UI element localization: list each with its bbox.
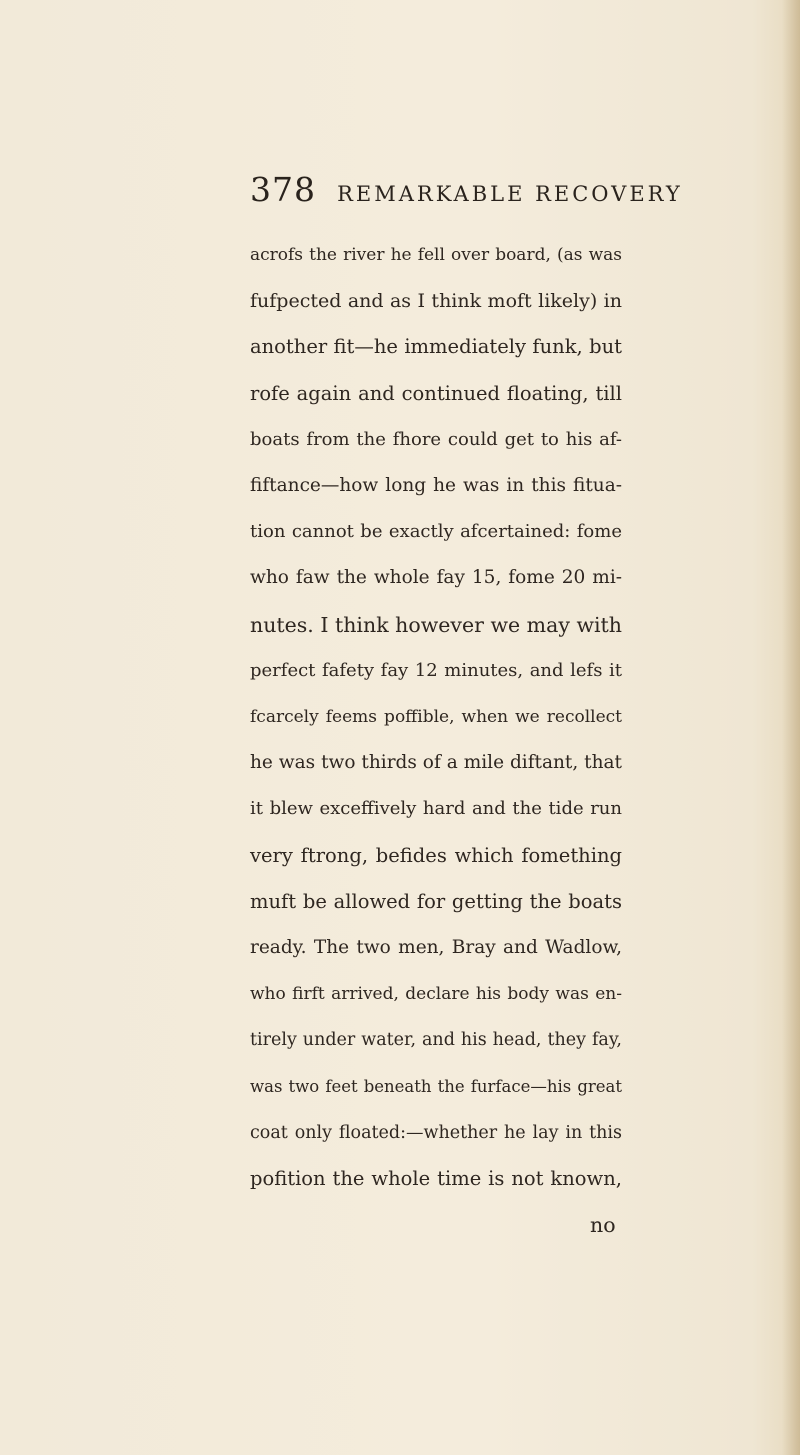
text-line: fcarcely feems poffible, when we recollect xyxy=(250,707,622,728)
page-edge-shadow xyxy=(782,0,800,1455)
catchword-line xyxy=(250,1202,622,1248)
text-line: who firft arrived, declare his body was en- xyxy=(250,984,622,1005)
text-line: tion cannot be exactly afcertained: fome xyxy=(250,521,622,543)
body-text xyxy=(250,232,622,1248)
text-line: was two feet beneath the furface—his great xyxy=(250,1076,622,1096)
page-header xyxy=(250,170,683,209)
text-line: another fit—he immediately funk, but xyxy=(250,335,622,359)
text-line: rofe again and continued floating, till xyxy=(250,381,622,405)
text-line: fiftance—how long he was in this fitua- xyxy=(250,475,622,497)
text-line: it blew exceffively hard and the tide run xyxy=(250,798,622,820)
running-head: REMARKABLE RECOVERY xyxy=(337,182,683,206)
text-line: boats from the fhore could get to his af- xyxy=(250,428,622,450)
text-line: fufpected and as I think moft likely) in xyxy=(250,290,622,313)
text-line: ready. The two men, Bray and Wadlow, xyxy=(250,937,622,959)
text-line: pofition the whole time is not known, xyxy=(250,1167,622,1191)
text-line: nutes. I think however we may with xyxy=(250,612,622,637)
page-number: 378 xyxy=(250,170,316,209)
text-line: very ftrong, befides which fomething xyxy=(250,843,622,867)
text-line: coat only floated:—whether he lay in this xyxy=(250,1122,622,1143)
catchword: no xyxy=(590,1213,616,1238)
text-line: tirely under water, and his head, they fay, xyxy=(250,1030,622,1051)
text-line: muft be allowed for getting the boats xyxy=(250,889,622,913)
text-line: he was two thirds of a mile diftant, that xyxy=(250,752,622,774)
text-line: acrofs the river he fell over board, (as was xyxy=(250,245,622,265)
text-line: who faw the whole fay 15, fome 20 mi- xyxy=(250,567,622,589)
text-line: perfect fafety fay 12 minutes, and lefs it xyxy=(250,659,622,681)
